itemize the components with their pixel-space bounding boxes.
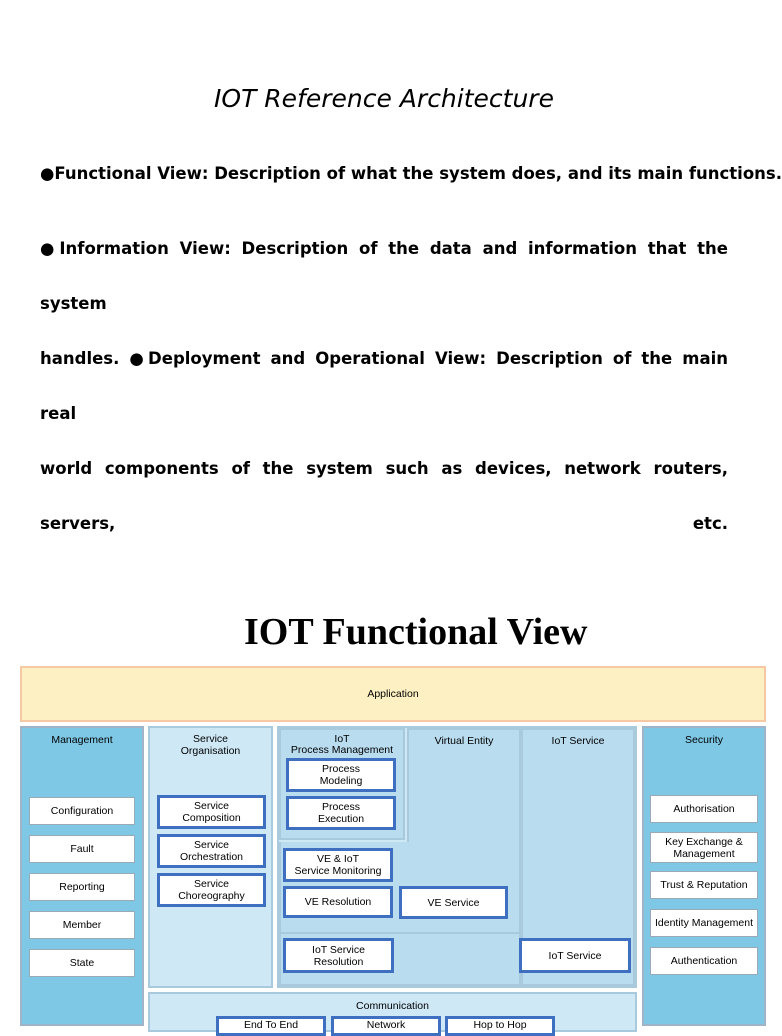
process-execution-line-2: Execution bbox=[317, 813, 365, 825]
ve-service-box bbox=[399, 886, 508, 919]
service-organisation-column bbox=[148, 726, 273, 988]
paragraph-line-1: ●Information View: Description of the data and information that the system bbox=[40, 239, 728, 313]
process-modeling-line-1: Process bbox=[322, 763, 360, 775]
management-title: Management bbox=[51, 734, 113, 746]
application-label: Application bbox=[367, 688, 419, 700]
service-choreography-line-2: Choreography bbox=[178, 890, 245, 902]
paragraph-line-3: world components of the system such as devices, network routers, servers, etc. bbox=[40, 459, 728, 533]
management-reporting bbox=[29, 873, 135, 901]
functional-view-diagram bbox=[19, 664, 768, 1031]
iot-process-title-1: IoT bbox=[334, 733, 350, 745]
application-layer bbox=[20, 666, 766, 722]
security-authorisation bbox=[650, 795, 758, 823]
end-to-end-box bbox=[216, 1016, 326, 1036]
service-orchestration-box bbox=[157, 834, 266, 868]
security-identity-management-label: Identity Management bbox=[654, 917, 754, 929]
network-box bbox=[331, 1016, 441, 1036]
security-authorisation-label: Authorisation bbox=[673, 803, 735, 815]
service-composition-box bbox=[157, 795, 266, 829]
ve-monitoring-line-2: Service Monitoring bbox=[294, 865, 382, 877]
virtual-entity-title: Virtual Entity bbox=[434, 735, 494, 747]
process-modeling-box bbox=[286, 758, 396, 792]
iot-service-resolution-line-2: Resolution bbox=[313, 955, 364, 968]
service-orchestration-line-1: Service bbox=[193, 839, 229, 851]
paragraph-line-2: handles. ●Deployment and Operational View: Description of the main real bbox=[40, 349, 728, 423]
service-choreography-line-1: Service bbox=[193, 878, 229, 890]
management-column bbox=[20, 726, 144, 1026]
iot-service-label: IoT Service bbox=[548, 949, 602, 962]
management-configuration-label: Configuration bbox=[50, 805, 114, 817]
service-organisation-title-1: Service bbox=[192, 733, 228, 745]
iot-process-title-2: Process Management bbox=[290, 744, 394, 756]
ve-resolution-box bbox=[283, 886, 393, 918]
service-orchestration-line-2: Orchestration bbox=[179, 851, 244, 863]
management-member bbox=[29, 911, 135, 939]
service-organisation-title-2: Organisation bbox=[180, 745, 241, 757]
ve-service-label: VE Service bbox=[427, 896, 480, 909]
hop-to-hop-label: Hop to Hop bbox=[473, 1019, 527, 1031]
security-authentication bbox=[650, 947, 758, 975]
communication-layer bbox=[148, 992, 637, 1032]
management-state-label: State bbox=[69, 957, 95, 969]
process-execution-box bbox=[286, 796, 396, 830]
iot-service-box bbox=[519, 938, 631, 973]
functional-view-bullet: ●Functional View: Description of what the system does, and its main functions. bbox=[40, 164, 782, 183]
security-column bbox=[642, 726, 766, 1026]
iot-process-management-column bbox=[279, 728, 405, 840]
process-execution-line-1: Process bbox=[322, 801, 360, 813]
management-member-label: Member bbox=[62, 919, 102, 931]
security-authentication-label: Authentication bbox=[670, 955, 738, 967]
service-choreography-box bbox=[157, 873, 266, 907]
management-state bbox=[29, 949, 135, 977]
management-fault-label: Fault bbox=[70, 843, 94, 855]
iot-service-resolution-line-1: IoT Service bbox=[312, 943, 365, 956]
ve-monitoring-line-1: VE & IoT bbox=[316, 853, 359, 865]
diagram-title: IOT Functional View bbox=[244, 611, 588, 653]
network-label: Network bbox=[366, 1019, 406, 1031]
page-title: IOT Reference Architecture bbox=[214, 84, 554, 113]
communication-title: Communication bbox=[356, 1000, 429, 1012]
service-composition-line-2: Composition bbox=[182, 812, 241, 824]
process-modeling-line-2: Modeling bbox=[319, 775, 363, 787]
security-key-exchange-line-1: Key Exchange & bbox=[665, 835, 743, 848]
information-deployment-paragraph bbox=[40, 221, 728, 551]
management-configuration bbox=[29, 797, 135, 825]
security-title: Security bbox=[685, 734, 723, 746]
iot-service-resolution-box bbox=[283, 938, 394, 973]
management-reporting-label: Reporting bbox=[59, 881, 105, 893]
end-to-end-label: End To End bbox=[243, 1019, 299, 1031]
security-identity-management bbox=[650, 909, 758, 937]
security-key-exchange-line-2: Management bbox=[673, 847, 735, 860]
management-fault bbox=[29, 835, 135, 863]
iot-service-title: IoT Service bbox=[551, 735, 605, 747]
ve-service-monitoring-box bbox=[283, 848, 393, 882]
ve-resolution-label: VE Resolution bbox=[304, 896, 372, 908]
hop-to-hop-box bbox=[445, 1016, 555, 1036]
security-trust-reputation bbox=[650, 871, 758, 899]
service-composition-line-1: Service bbox=[193, 800, 229, 812]
security-trust-reputation-label: Trust & Reputation bbox=[660, 879, 748, 891]
security-key-exchange bbox=[650, 832, 758, 863]
